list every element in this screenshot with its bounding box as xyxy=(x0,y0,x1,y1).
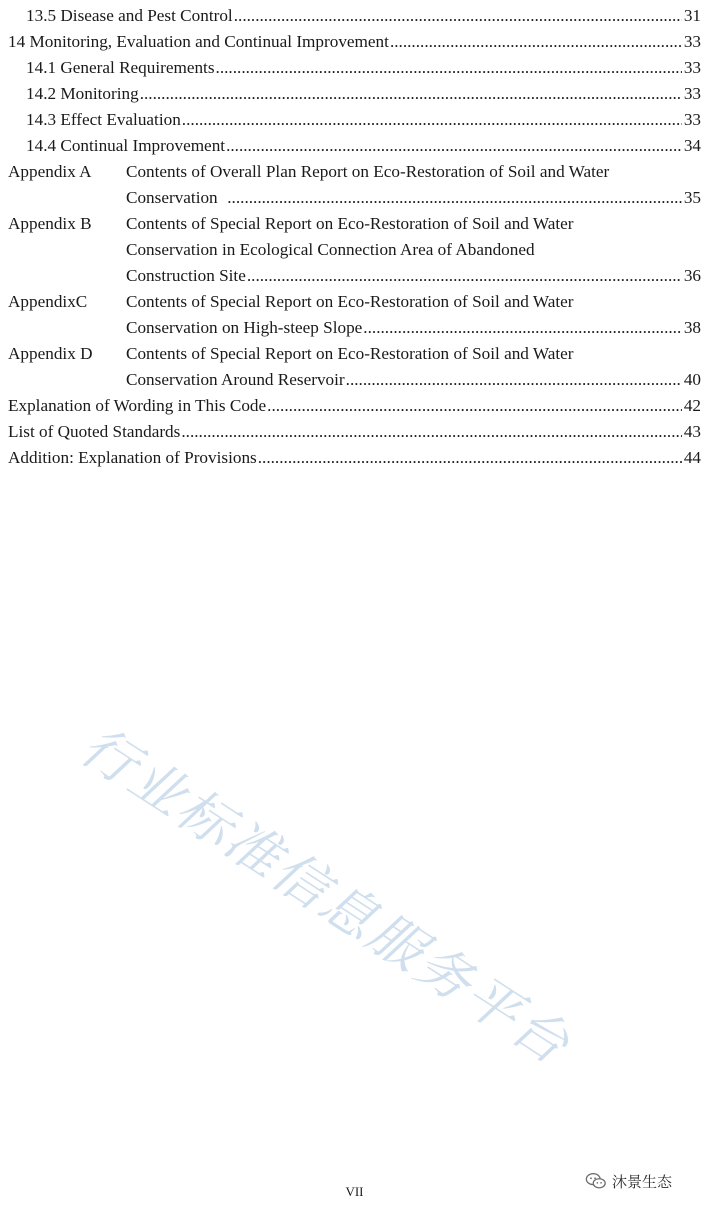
toc-entry-title: 14.3 Effect Evaluation xyxy=(26,110,181,129)
toc-entry-quoted-standards[interactable] xyxy=(8,419,701,445)
toc-appendix-b-cont[interactable] xyxy=(8,237,701,263)
toc-entry-14[interactable] xyxy=(8,29,701,55)
account-badge xyxy=(585,1170,672,1192)
leader-dots xyxy=(247,263,682,289)
appendix-title-line: Contents of Special Report on Eco-Restoration of Soil and Water xyxy=(126,344,574,363)
appendix-title-line: Conservation on High-steep Slope xyxy=(126,318,363,337)
toc-entry-title: Explanation of Wording in This Code xyxy=(8,396,267,415)
toc-entry-title: 14.2 Monitoring xyxy=(26,84,139,103)
leader-dots xyxy=(227,185,682,211)
toc-entry-title: Addition: Explanation of Provisions xyxy=(8,448,257,467)
toc-appendix-d[interactable] xyxy=(8,341,701,367)
appendix-label: Appendix A xyxy=(8,162,92,181)
toc-entry-page: 43 xyxy=(683,422,701,441)
toc-entry-page: 33 xyxy=(683,110,701,129)
toc-entry-page: 35 xyxy=(683,188,701,207)
toc-appendix-a-cont[interactable] xyxy=(8,185,701,211)
toc-entry-14-3[interactable] xyxy=(8,107,701,133)
toc-entry-page: 33 xyxy=(683,32,701,51)
appendix-title-line: Conservation in Ecological Connection Area of Abandoned xyxy=(126,240,535,259)
toc-entry-14-4[interactable] xyxy=(8,133,701,159)
table-of-contents xyxy=(8,3,701,471)
leader-dots xyxy=(182,107,682,133)
toc-entry-page: 44 xyxy=(683,448,701,467)
appendix-title-line: Construction Site xyxy=(126,266,246,285)
toc-entry-14-1[interactable] xyxy=(8,55,701,81)
toc-appendix-b[interactable] xyxy=(8,211,701,237)
toc-entry-14-2[interactable] xyxy=(8,81,701,107)
leader-dots xyxy=(234,3,682,29)
toc-entry-title: 14.1 General Requirements xyxy=(26,58,215,77)
toc-appendix-c-cont[interactable] xyxy=(8,315,701,341)
toc-entry-page: 31 xyxy=(683,6,701,25)
toc-appendix-b-cont[interactable] xyxy=(8,263,701,289)
leader-dots xyxy=(181,419,681,445)
leader-dots xyxy=(216,55,682,81)
leader-dots xyxy=(140,81,682,107)
toc-entry-title: 14 Monitoring, Evaluation and Continual Improvement xyxy=(8,32,389,51)
leader-dots xyxy=(226,133,682,159)
appendix-label: Appendix D xyxy=(8,344,93,363)
toc-entry-title: 13.5 Disease and Pest Control xyxy=(26,6,233,25)
toc-entry-page: 34 xyxy=(683,136,701,155)
toc-entry-page: 33 xyxy=(683,84,701,103)
toc-entry-page: 42 xyxy=(683,396,701,415)
toc-entry-13-5[interactable] xyxy=(8,3,701,29)
toc-entry-page: 33 xyxy=(683,58,701,77)
appendix-title-line: Contents of Overall Plan Report on Eco-Restoration of Soil and Water xyxy=(126,162,610,181)
appendix-title-line: Contents of Special Report on Eco-Restoration of Soil and Water xyxy=(126,214,574,233)
toc-entry-wording[interactable] xyxy=(8,393,701,419)
toc-appendix-c[interactable] xyxy=(8,289,701,315)
watermark: 行业标准信息服务平台 xyxy=(69,714,583,1078)
leader-dots xyxy=(267,393,682,419)
toc-appendix-d-cont[interactable] xyxy=(8,367,701,393)
leader-dots xyxy=(390,29,682,55)
appendix-label: AppendixC xyxy=(8,292,88,311)
toc-entry-title: List of Quoted Standards xyxy=(8,422,181,441)
appendix-title-line: Contents of Special Report on Eco-Restoration of Soil and Water xyxy=(126,292,574,311)
leader-dots xyxy=(363,315,682,341)
account-name: 沐景生态 xyxy=(612,1172,673,1191)
toc-entry-page: 38 xyxy=(683,318,701,337)
toc-appendix-a[interactable] xyxy=(8,159,701,185)
toc-entry-page: 36 xyxy=(683,266,701,285)
page-number: VII xyxy=(345,1184,364,1199)
toc-entry-title: 14.4 Continual Improvement xyxy=(26,136,226,155)
toc-entry-provisions[interactable] xyxy=(8,445,701,471)
appendix-label: Appendix B xyxy=(8,214,92,233)
appendix-title-line: Conservation Around Reservoir xyxy=(126,370,345,389)
appendix-title-line: Conservation xyxy=(126,188,227,207)
leader-dots xyxy=(258,445,682,471)
toc-entry-page: 40 xyxy=(683,370,701,389)
leader-dots xyxy=(346,367,682,393)
wechat-icon xyxy=(585,1170,607,1192)
